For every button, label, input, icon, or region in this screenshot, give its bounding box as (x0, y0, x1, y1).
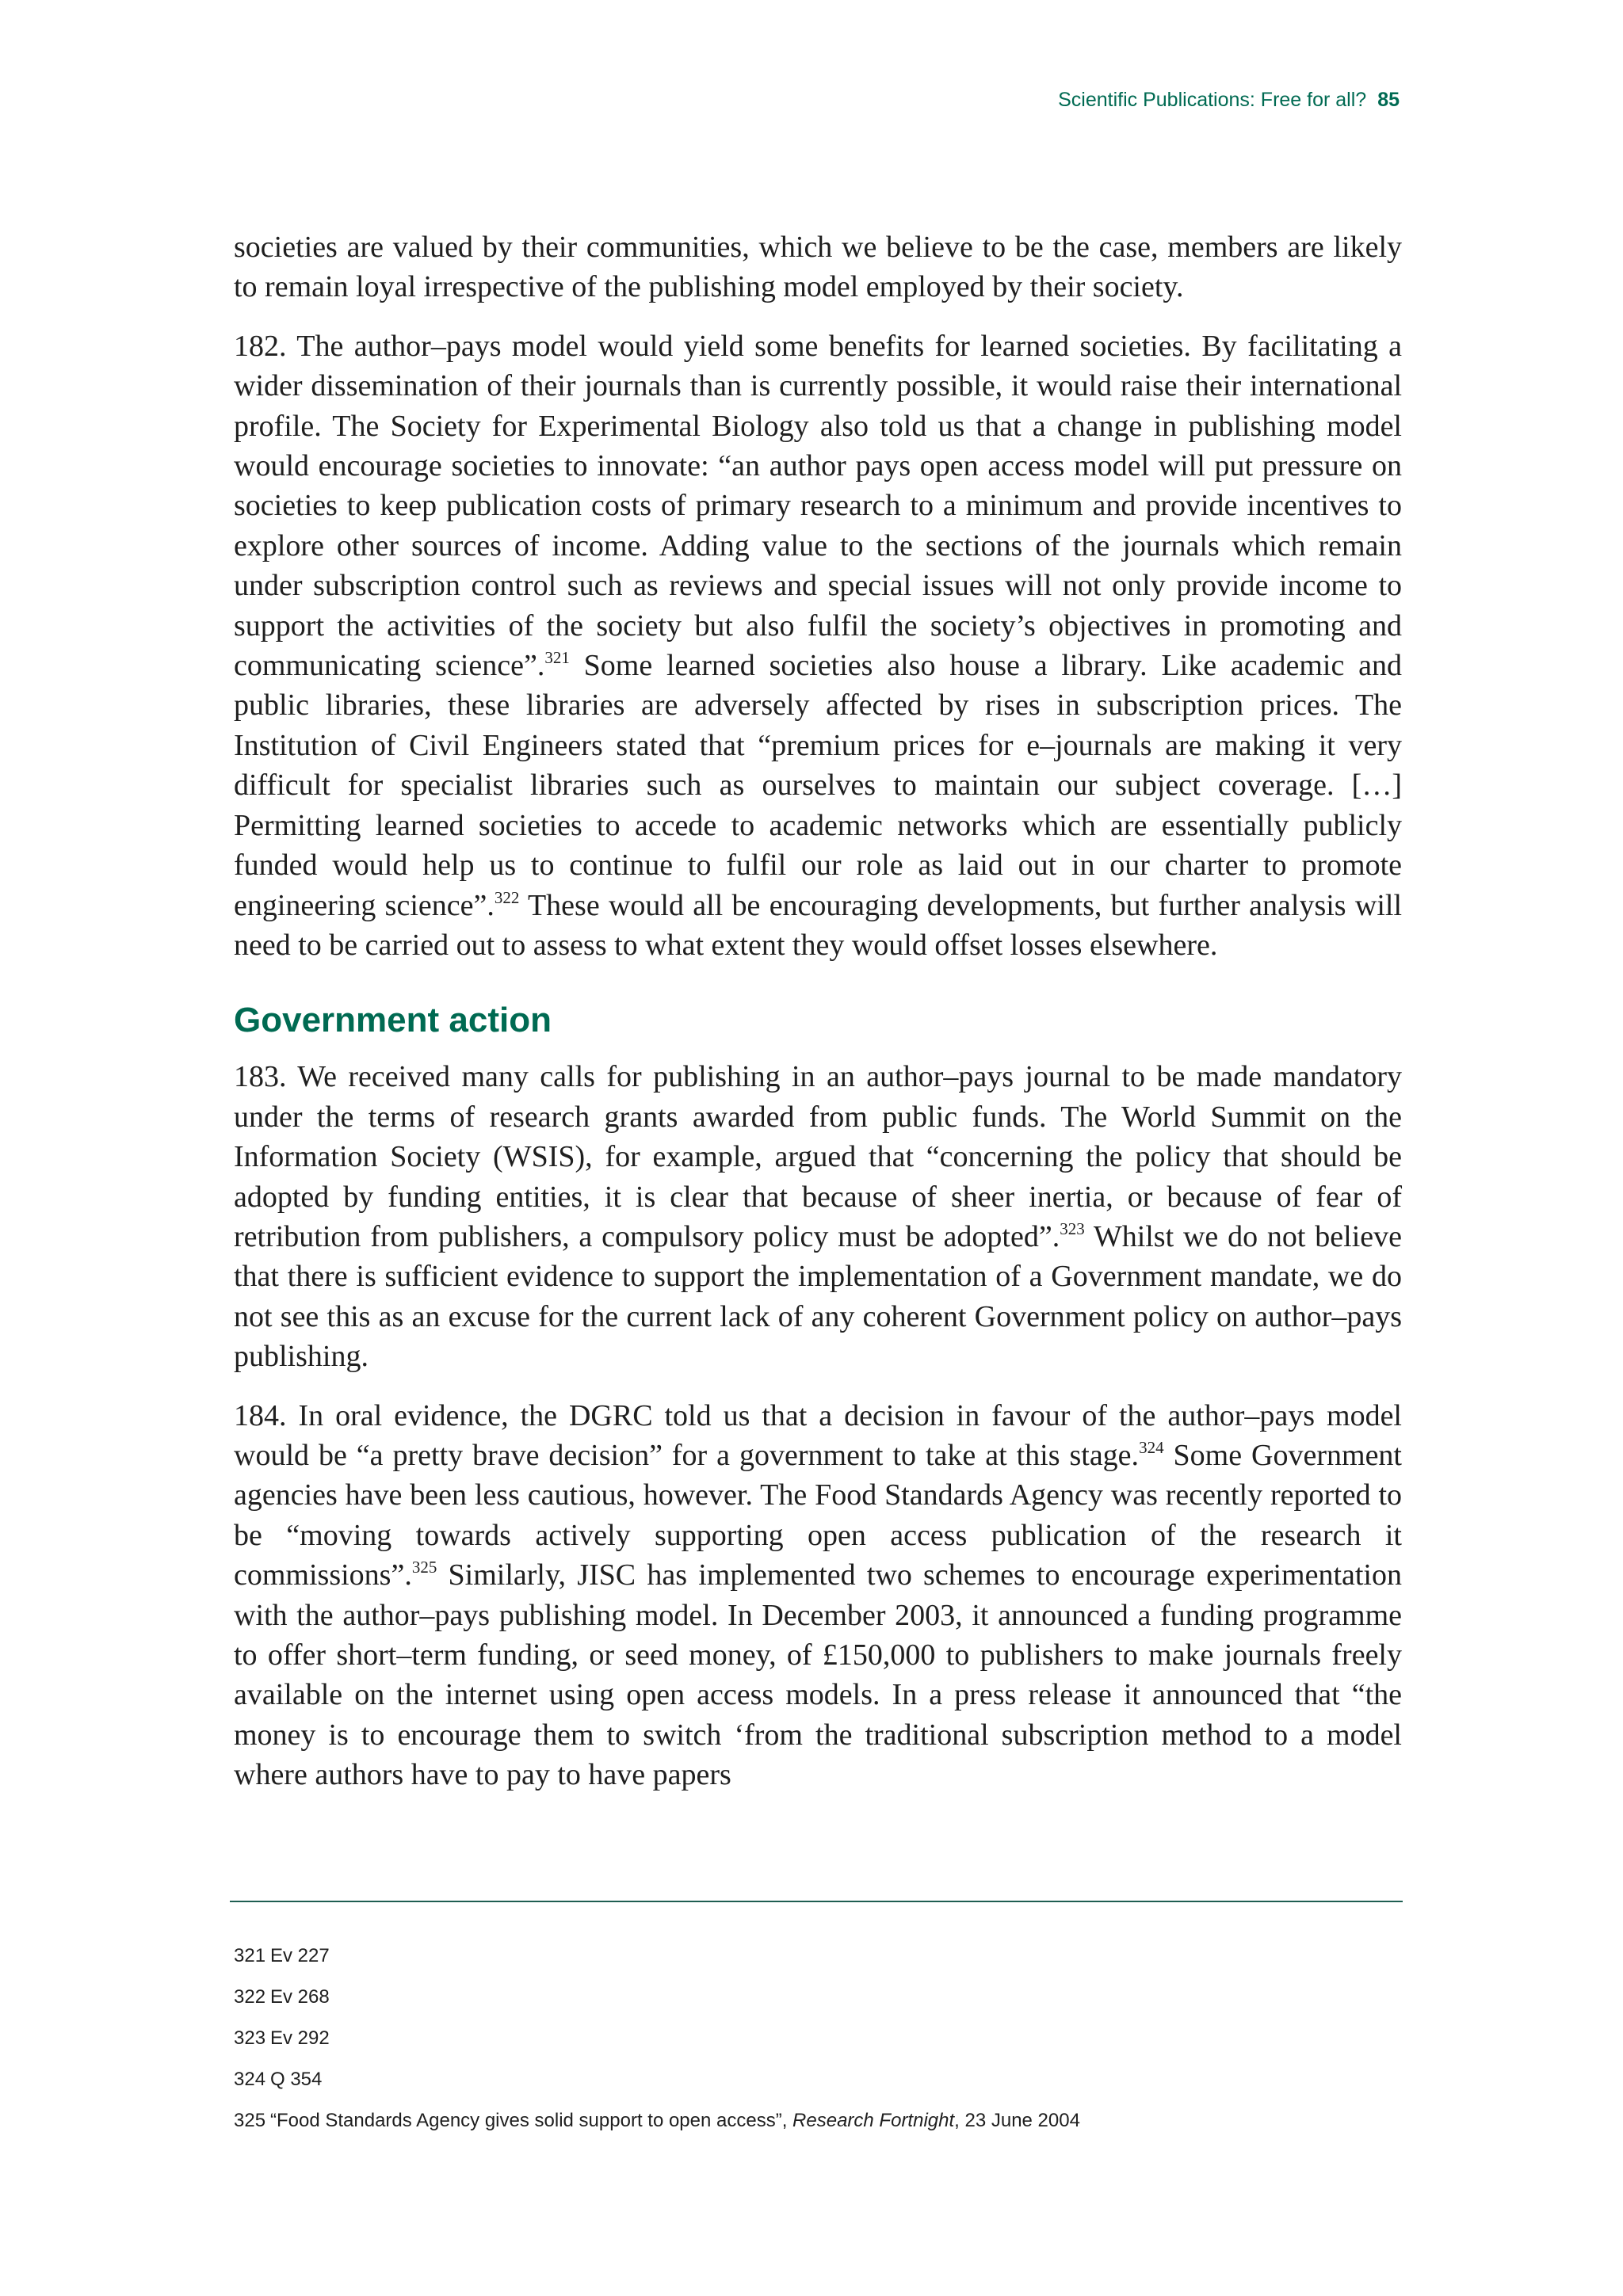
footnote-ref-325[interactable]: 325 (411, 1558, 437, 1577)
paragraph-182 (234, 326, 1402, 966)
paragraph-text: 183. We received many calls for publishing in an author–pays journal to be made mandatory under the terms of research grants awarded from public funds. The World Summit on the Information Society (WSIS), for example, argued that “concerning the policy that should be adopted by funding entities, it is clear that because of sheer inertia, or because of fear of retribution from publishers, a compulsory policy must be adopted”. (234, 1060, 1402, 1253)
footnote-text: Ev 292 (270, 2027, 330, 2049)
footnote-text: Ev 227 (270, 1945, 330, 1966)
footnote-text: Q 354 (270, 2069, 323, 2090)
footnote (234, 2109, 1402, 2150)
footnotes (234, 1944, 1402, 2150)
footnote-ref-322[interactable]: 322 (494, 887, 520, 907)
footnote (234, 2068, 1402, 2109)
footnote-source: Research Fortnight (792, 2110, 955, 2131)
paragraph-continued: societies are valued by their communities, which we believe to be the case, members are likely to remain loyal irrespective of the publishing model employed by their society. (234, 231, 1402, 304)
footnote-number: 323 (234, 2027, 266, 2049)
body-text (234, 227, 1402, 1814)
footnote-number: 322 (234, 1986, 266, 2008)
paragraph-184 (234, 1396, 1402, 1795)
page-number: 85 (1377, 89, 1400, 111)
paragraph-183 (234, 1057, 1402, 1376)
footnote-ref-324[interactable]: 324 (1139, 1437, 1164, 1457)
footnote-ref-321[interactable]: 321 (544, 648, 570, 668)
footnote-number: 321 (234, 1945, 266, 1966)
footnote (234, 1944, 1402, 1985)
running-title: Scientific Publications: Free for all? (1058, 89, 1367, 111)
paragraph-text: Some learned societies also house a library. Like academic and public libraries, these libraries are adversely affected by rises in subscription prices. The Institution of Civil Engineers stated that “premium prices for e–journals are making it very difficult for specialist libraries such as ourselves to maintain our subject coverage. […] Permitting learned societies to accede to academic networks which are essentially publicly funded would help us to continue to fulfil our role as laid out in our charter to promote engineering science”. (234, 649, 1402, 922)
footnote (234, 2027, 1402, 2068)
footnote-text: Ev 268 (270, 1986, 330, 2008)
footnote-ref-323[interactable]: 323 (1060, 1219, 1085, 1238)
running-header (1058, 89, 1400, 112)
paragraph-text: Some Government agencies have been less cautious, however. The Food Standards Agency was recently reported to be “moving towards actively supporting open access publication of the research it commissions”. (234, 1438, 1402, 1592)
paragraph-text: Whilst we do not believe that there is sufficient evidence to support the implementation of a Government mandate, we do not see this as an excuse for the current lack of any coherent Government policy on author–pays publishing. (234, 1219, 1402, 1374)
section-heading: Government action (234, 1001, 552, 1040)
paragraph-text: These would all be encouraging developments, but further analysis will need to be carried out to assess to what extent they would offset losses elsewhere. (234, 888, 1403, 962)
footnote-divider (230, 1901, 1403, 1902)
footnote (234, 1985, 1402, 2027)
paragraph-text: 184. In oral evidence, the DGRC told us that a decision in favour of the author–pays model would be “a pretty brave decision” for a government to take at this stage. (234, 1398, 1402, 1472)
footnote-number: 324 (234, 2069, 266, 2090)
footnote-text: “Food Standards Agency gives solid support to open access”, (270, 2110, 793, 2131)
paragraph-text: 182. The author–pays model would yield some benefits for learned societies. By facilitating a wider dissemination of their journals than is currently possible, it would raise their international profile. The Society for Experimental Biology also told us that a change in publishing model would encourage societies to innovate: “an author pays open access model will put pressure on societies to keep publication costs of primary research to a minimum and provide incentives to explore other sources of income. Adding value to the sections of the journals which remain under subscription control such as reviews and special issues will not only provide income to support the activities of the society but also fulfil the society’s objectives in promoting and communicating science”. (234, 329, 1402, 683)
footnote-text: , 23 June 2004 (954, 2110, 1080, 2131)
paragraph-text: Similarly, JISC has implemented two schemes to encourage experimentation with the author–pays publishing model. In December 2003, it announced a funding programme to offer short–term funding, or seed money, of £150,000 to publishers to make journals freely available on the internet using open access models. In a press release it announced that “the money is to encourage them to switch ‘from the traditional subscription method to a model where authors have to pay to have papers (234, 1558, 1402, 1792)
footnote-number: 325 (234, 2110, 266, 2131)
